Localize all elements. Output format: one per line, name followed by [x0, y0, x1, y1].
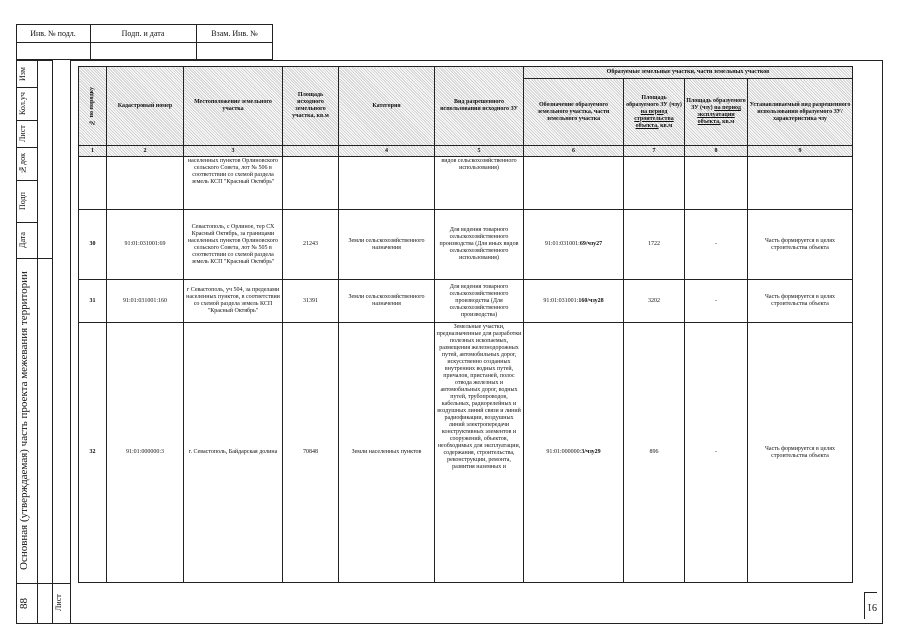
header-desig: Обозначение образуемого земельного участка, части земельного участка — [524, 79, 624, 146]
podp-data-label: Подп. и дата — [121, 29, 165, 38]
header-vri: Вид разрешенного использования исходного ЗУ — [435, 67, 524, 146]
strip-list: Лист — [18, 125, 27, 143]
table-row: 30 91:01:031001:69 Севастополь, с Орлиное, тер СХ Красный Октябрь, за границами населенных пунктов Орлиновского сельского Совета, лот № 505 в соответствии со схемой раздела земель КСП "Красный Октябрь" 21243 Земли сельскохозяйственного назначения Для ведения товарного сельскохозяйственного производства (Для иных видов сельскохозяйственного использования) 91:01:031001:69/чзу27 1722 - Часть формируется в целях строительства объекта — [79, 210, 853, 280]
table-row: населенных пунктов Орлиновского сельского Совета, лот № 506 в соответствии со схемой раздела земель КСП "Красный Октябрь" видов сельскохозяйственного использования) — [79, 157, 853, 210]
frame-left — [16, 24, 17, 624]
header-group: Образуемые земельные участки, части земельных участков — [524, 67, 853, 79]
header-loc: Местоположение земельного участка — [184, 67, 283, 146]
frame-top — [70, 60, 883, 61]
header-cad: Кадастровый номер — [107, 67, 184, 146]
header-area-new: Площадь образуемого ЗУ (чзу) на период строительства объекта, кв.м — [624, 79, 685, 146]
sheet-label: Лист — [54, 594, 63, 612]
header-cat: Категория — [339, 67, 435, 146]
table-row: 32 91:01:000000:3 г. Севастополь, Байдарская долина 70848 Земли населенных пунктов Земельные участки, предназначенные для разработки полезных ископаемых, размещения железнодорожных путей, автомобильных дорог, искусственно созданных внутренних водных путей, причалов, пристаней, полос отвода железных и автомобильных дорог, водных путей, трубопроводов, кабельных, радиорелейных и воздушных линий связи и линий радиофикации, воздушных линий электропередачи конструктивных элементов и сооружений, объектов, необходимых для эксплуатации, содержания, строительства, реконструкции, ремонта, развития наземных и 91:01:000000:3/чзу29 896 - Часть формируется в целях строительства объекта — [79, 323, 853, 583]
column-numbers-row: 1 2 3 4 5 6 7 8 9 — [79, 146, 853, 157]
header-num: № по порядку — [79, 67, 107, 146]
parcels-table — [78, 66, 853, 583]
strip-data: Дата — [18, 232, 27, 248]
strip-kol-uch: Кол.уч — [18, 92, 27, 116]
sheet-number: 88 — [18, 598, 30, 610]
document-title: Основная (утверждаемая) часть проекта межевания территории — [18, 271, 30, 571]
frame-bottom — [16, 623, 883, 624]
header-vri-new: Устанавливаемый вид разрешенного использования образуемого ЗУ/характеристика чзу — [748, 79, 853, 146]
inv-podl-label: Инв. № подл. — [30, 29, 76, 38]
page-number: 91 — [867, 601, 877, 612]
strip-izm: Изм — [18, 67, 27, 81]
strip-ndok: №док — [18, 153, 27, 175]
table-row: 31 91:01:031001:160 г Севастополь, уч 504, за пределами населенных пунктов, в соответствии со схемой раздела земель КСП "Красный Октябрь" 31391 Земли сельскохозяйственного назначения Для ведения товарного сельскохозяйственного производства (Для сельскохозяйственного производства) 91:01:031001:160/чзу28 3202 - Часть формируется в целях строительства объекта — [79, 280, 853, 323]
header-area-perm: Площадь образуемого ЗУ (чзу) на период эксплуатации объекта, кв.м — [685, 79, 748, 146]
vzam-inv-label: Взам. Инв. № — [211, 29, 258, 38]
strip-podp: Подп — [18, 192, 27, 210]
header-area: Площадь исходного земельного участка, кв.м — [283, 67, 339, 146]
frame-right — [882, 60, 883, 624]
